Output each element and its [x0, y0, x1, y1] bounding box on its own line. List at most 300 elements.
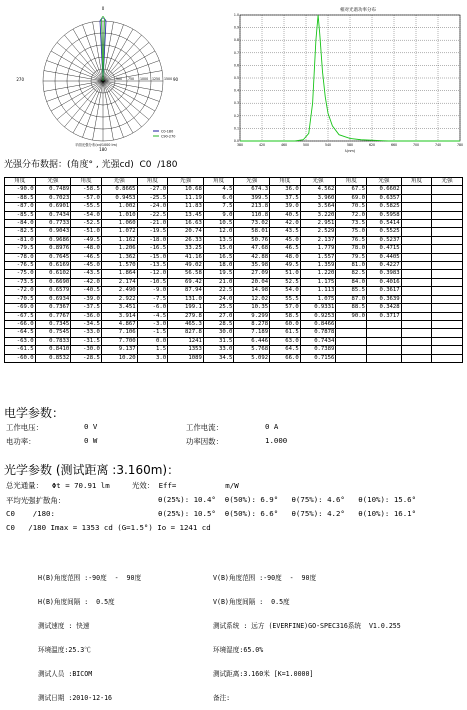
- polar-intensity-diagram: [3, 3, 203, 153]
- table-cell: -4.5: [137, 312, 168, 320]
- table-cell: 19.5: [203, 270, 234, 278]
- footer-left-line: 测试速度 : 快速: [38, 622, 90, 630]
- table-cell: -16.5: [137, 245, 168, 253]
- table-cell: [432, 337, 463, 345]
- table-cell: 35.98: [234, 262, 270, 270]
- table-cell: 88.5: [336, 304, 367, 312]
- table-cell: -52.5: [71, 220, 102, 228]
- table-cell: 1.075: [300, 295, 336, 303]
- table-cell: 37.5: [270, 194, 301, 202]
- table-cell: 1.5: [137, 346, 168, 354]
- table-cell: 1.362: [101, 253, 137, 261]
- table-cell: [336, 329, 367, 337]
- table-cell: 52.5: [270, 278, 301, 286]
- table-cell: 4.562: [300, 186, 336, 194]
- table-cell: [432, 278, 463, 286]
- table-header-cell: 光强: [35, 178, 71, 186]
- footer-right: [213, 558, 401, 710]
- table-cell: -9.0: [137, 287, 168, 295]
- table-row: [5, 295, 463, 303]
- table-cell: [336, 337, 367, 345]
- table-cell: -70.5: [5, 295, 36, 303]
- table-cell: 110.8: [234, 211, 270, 219]
- table-cell: 31.5: [203, 337, 234, 345]
- current-label: 工作电流：: [186, 423, 223, 432]
- table-cell: -45.0: [71, 262, 102, 270]
- table-cell: 33.0: [203, 346, 234, 354]
- spectrum-y-tick: 0.3: [233, 101, 239, 106]
- flux-line: 总光通量： Φt = 70.91 lm 光效： Eff= m/W: [6, 481, 239, 490]
- table-cell: [432, 220, 463, 228]
- table-cell: 279.8: [168, 312, 204, 320]
- table-row: [5, 320, 463, 328]
- table-cell: -76.5: [5, 262, 36, 270]
- table-cell: 5.092: [234, 354, 270, 362]
- table-row: [5, 220, 463, 228]
- table-cell: 66.0: [270, 354, 301, 362]
- table-cell: [401, 253, 432, 261]
- table-cell: 7.700: [101, 337, 137, 345]
- table-row: [5, 287, 463, 295]
- table-cell: [336, 320, 367, 328]
- table-header-cell: 光强: [367, 178, 402, 186]
- table-cell: -19.5: [137, 228, 168, 236]
- imax-line: C0 /180 Imax = 1353 cd (G=1.5°) Io = 1241 cd: [6, 523, 211, 532]
- spectrum-x-tick: 580: [346, 143, 354, 147]
- table-cell: 57.0: [270, 304, 301, 312]
- table-cell: 60.0: [270, 320, 301, 328]
- table-cell: 6.0: [203, 194, 234, 202]
- table-cell: -66.0: [5, 320, 36, 328]
- table-cell: 0.7545: [35, 329, 71, 337]
- beam-angle-label: 平均光强扩散角：: [6, 496, 66, 505]
- table-cell: 0.9253: [300, 312, 336, 320]
- table-cell: 11.19: [168, 194, 204, 202]
- footer-left-line: H(B)角度范围 :-90度 - 90度: [38, 574, 142, 582]
- spectrum-x-tick: 420: [258, 143, 266, 147]
- table-cell: -27.0: [137, 186, 168, 194]
- table-row: [5, 245, 463, 253]
- polar-bottom-label: 180: [99, 147, 107, 152]
- table-cell: [432, 329, 463, 337]
- table-cell: 0.5525: [367, 228, 402, 236]
- table-cell: [401, 312, 432, 320]
- table-cell: 0.7434: [300, 337, 336, 345]
- table-cell: -37.5: [71, 304, 102, 312]
- table-cell: [432, 203, 463, 211]
- table-cell: [432, 253, 463, 261]
- table-cell: -67.5: [5, 312, 36, 320]
- table-cell: [401, 304, 432, 312]
- table-cell: -55.5: [71, 203, 102, 211]
- polar-right-label: 90: [173, 77, 179, 82]
- table-cell: -57.0: [71, 194, 102, 202]
- c0-angle-values: θ(25%): 10.5° θ(50%): 6.6° θ(75%): 4.2° θ(10%): 16.1°: [158, 509, 417, 518]
- table-cell: 1.162: [101, 236, 137, 244]
- table-cell: 1089: [168, 354, 204, 362]
- table-cell: 1.175: [300, 278, 336, 286]
- table-cell: [367, 329, 402, 337]
- table-cell: 43.5: [270, 228, 301, 236]
- table-cell: -48.0: [71, 245, 102, 253]
- footer-left-line: 环境温度:25.3℃: [38, 646, 91, 654]
- table-row: [5, 262, 463, 270]
- intensity-table: [4, 177, 463, 363]
- table-cell: 3.0: [137, 354, 168, 362]
- table-cell: 40.5: [270, 211, 301, 219]
- table-cell: 1353: [168, 346, 204, 354]
- table-cell: [367, 354, 402, 362]
- table-cell: [401, 236, 432, 244]
- table-cell: 69.0: [336, 194, 367, 202]
- table-cell: -82.5: [5, 228, 36, 236]
- table-cell: 14.98: [234, 287, 270, 295]
- spectrum-y-tick: 0.2: [233, 113, 239, 118]
- table-cell: 1241: [168, 337, 204, 345]
- table-cell: 0.3639: [367, 295, 402, 303]
- spectrum-x-tick: 380: [236, 143, 244, 147]
- table-cell: -33.0: [71, 329, 102, 337]
- table-row: [5, 186, 463, 194]
- table-cell: 10.35: [234, 304, 270, 312]
- table-header-row: [5, 178, 463, 186]
- table-cell: -75.0: [5, 270, 36, 278]
- table-row: [5, 354, 463, 362]
- footer-right-line: V(B)角度范围 :-90度 - 90度: [213, 574, 317, 582]
- table-cell: -3.0: [137, 320, 168, 328]
- footer-right-line: V(B)角度间隔 : 0.5度: [213, 598, 290, 606]
- table-header-cell: 角度: [203, 178, 234, 186]
- polar-caption: 平面光强分布(cd/1000 lm): [75, 143, 118, 147]
- spectrum-x-tick: 540: [324, 143, 332, 147]
- table-cell: -6.0: [137, 304, 168, 312]
- table-cell: -81.0: [5, 236, 36, 244]
- optical-title: 光学参数 (测试距离 :3.160m)：: [4, 463, 180, 477]
- table-cell: 0.9686: [35, 236, 71, 244]
- table-cell: 9.0: [203, 211, 234, 219]
- pf-value: 1.000: [265, 436, 288, 445]
- table-cell: [401, 354, 432, 362]
- table-cell: 1.570: [101, 262, 137, 270]
- table-cell: [432, 245, 463, 253]
- table-cell: 27.0: [203, 312, 234, 320]
- spectrum-x-tick: 660: [390, 143, 398, 147]
- table-cell: 1.557: [300, 253, 336, 261]
- table-cell: [367, 346, 402, 354]
- table-cell: 827.8: [168, 329, 204, 337]
- polar-legend-c0: C0-180: [161, 129, 174, 134]
- table-cell: [401, 194, 432, 202]
- table-cell: -1.5: [137, 329, 168, 337]
- table-cell: -84.0: [5, 220, 36, 228]
- table-cell: -58.5: [71, 186, 102, 194]
- table-cell: 0.3717: [367, 312, 402, 320]
- table-cell: 16.5: [203, 253, 234, 261]
- table-cell: 13.5: [203, 236, 234, 244]
- table-cell: [432, 295, 463, 303]
- table-cell: [432, 346, 463, 354]
- table-cell: [401, 278, 432, 286]
- table-cell: 12.02: [234, 295, 270, 303]
- table-cell: 199.1: [168, 304, 204, 312]
- table-header-cell: 角度: [270, 178, 301, 186]
- table-cell: -12.0: [137, 270, 168, 278]
- voltage-label: 工作电压：: [6, 423, 43, 432]
- footer-left: [38, 558, 141, 710]
- table-row: [5, 228, 463, 236]
- spectrum-x-tick: 700: [412, 143, 420, 147]
- table-cell: 0.6901: [35, 203, 71, 211]
- table-cell: 21.0: [203, 278, 234, 286]
- table-cell: 15.0: [203, 245, 234, 253]
- spectrum-x-tick: 620: [368, 143, 376, 147]
- table-cell: 0.4715: [367, 245, 402, 253]
- footer-right-line: 测试系统 : 远方 (EVERFINE)GO-SPEC316系统 V1.0.255: [213, 622, 401, 630]
- table-cell: [432, 287, 463, 295]
- table-cell: -39.0: [71, 295, 102, 303]
- table-cell: 51.0: [270, 270, 301, 278]
- table-cell: [401, 203, 432, 211]
- table-cell: 0.9331: [300, 304, 336, 312]
- table-cell: 39.0: [270, 203, 301, 211]
- table-cell: -72.0: [5, 287, 36, 295]
- table-cell: [401, 186, 432, 194]
- table-cell: [432, 236, 463, 244]
- table-cell: 46.5: [270, 245, 301, 253]
- electrical-title: 电学参数：: [4, 406, 65, 420]
- table-cell: 54.0: [270, 287, 301, 295]
- table-cell: 73.5: [336, 220, 367, 228]
- polar-top-label: 0: [101, 6, 105, 11]
- table-cell: 76.5: [336, 236, 367, 244]
- table-cell: 42.88: [234, 253, 270, 261]
- table-cell: -69.0: [5, 304, 36, 312]
- spectrum-y-tick: 0.8: [233, 38, 239, 43]
- footer-right-line: 环境湿度:65.0%: [213, 646, 264, 654]
- table-cell: 1.220: [300, 270, 336, 278]
- table-cell: 0.8976: [35, 245, 71, 253]
- table-header-cell: 光强: [101, 178, 137, 186]
- table-cell: [401, 287, 432, 295]
- table-cell: [336, 346, 367, 354]
- table-cell: [401, 220, 432, 228]
- distribution-title: 光强分布数据：(角度° , 光强cd) C0 /180: [4, 160, 178, 170]
- table-cell: 34.5: [203, 354, 234, 362]
- table-row: [5, 194, 463, 202]
- table-cell: -36.0: [71, 312, 102, 320]
- table-cell: 0.0: [137, 337, 168, 345]
- table-cell: 2.490: [101, 287, 137, 295]
- table-cell: -54.0: [71, 211, 102, 219]
- table-cell: 1.113: [300, 287, 336, 295]
- table-cell: 63.0: [270, 337, 301, 345]
- table-cell: 7.5: [203, 203, 234, 211]
- table-cell: 0.8410: [35, 346, 71, 354]
- table-cell: 2.174: [101, 278, 137, 286]
- table-cell: [401, 270, 432, 278]
- table-cell: -7.5: [137, 295, 168, 303]
- table-cell: -60.0: [5, 354, 36, 362]
- table-row: [5, 211, 463, 219]
- table-cell: 0.5414: [367, 220, 402, 228]
- table-cell: -43.5: [71, 270, 102, 278]
- footer-left-line: H(B)角度间隔 : 0.5度: [38, 598, 115, 606]
- table-cell: -87.0: [5, 203, 36, 211]
- table-cell: 56.58: [168, 270, 204, 278]
- table-cell: -40.5: [71, 287, 102, 295]
- table-cell: 0.3428: [367, 304, 402, 312]
- table-cell: 0.6934: [35, 295, 71, 303]
- table-cell: 49.02: [168, 262, 204, 270]
- table-cell: 45.0: [270, 236, 301, 244]
- table-cell: 1.359: [300, 262, 336, 270]
- table-cell: 50.76: [234, 236, 270, 244]
- table-cell: 79.5: [336, 253, 367, 261]
- table-cell: 0.7434: [35, 211, 71, 219]
- table-cell: 8.278: [234, 320, 270, 328]
- table-cell: 0.6579: [35, 287, 71, 295]
- table-cell: 22.5: [203, 287, 234, 295]
- table-cell: [401, 329, 432, 337]
- table-cell: 0.7767: [35, 312, 71, 320]
- table-header-cell: 光强: [300, 178, 336, 186]
- table-cell: [401, 262, 432, 270]
- table-cell: 213.8: [234, 203, 270, 211]
- table-cell: 0.6357: [367, 194, 402, 202]
- table-cell: 0.7367: [35, 304, 71, 312]
- table-header-cell: 角度: [336, 178, 367, 186]
- table-row: [5, 337, 463, 345]
- table-cell: 11.83: [168, 203, 204, 211]
- table-cell: 0.5825: [367, 203, 402, 211]
- polar-legend-c90: C90-270: [161, 134, 176, 139]
- table-cell: -30.0: [71, 346, 102, 354]
- table-cell: 0.9043: [35, 228, 71, 236]
- table-cell: 2.137: [300, 236, 336, 244]
- table-cell: [401, 228, 432, 236]
- table-cell: 10.68: [168, 186, 204, 194]
- table-cell: 61.5: [270, 329, 301, 337]
- table-cell: 24.0: [203, 295, 234, 303]
- table-cell: -24.0: [137, 203, 168, 211]
- table-cell: 42.0: [270, 220, 301, 228]
- table-cell: 9.299: [234, 312, 270, 320]
- table-cell: 41.16: [168, 253, 204, 261]
- table-row: [5, 346, 463, 354]
- table-cell: 48.0: [270, 253, 301, 261]
- table-cell: [432, 320, 463, 328]
- table-cell: 85.5: [336, 287, 367, 295]
- table-row: [5, 329, 463, 337]
- table-header-cell: 角度: [401, 178, 432, 186]
- table-cell: [432, 228, 463, 236]
- polar-ring-label: 1000: [140, 77, 149, 81]
- spectrum-y-tick: 0.1: [233, 126, 239, 131]
- table-cell: 0.7023: [35, 194, 71, 202]
- power-value: 0 W: [84, 436, 98, 445]
- table-cell: 84.0: [336, 278, 367, 286]
- table-cell: 7.189: [234, 329, 270, 337]
- table-cell: 0.5237: [367, 236, 402, 244]
- table-cell: [401, 320, 432, 328]
- table-cell: 25.5: [203, 304, 234, 312]
- table-cell: 87.0: [336, 295, 367, 303]
- table-cell: 0.7156: [300, 354, 336, 362]
- table-cell: -21.0: [137, 220, 168, 228]
- table-cell: -61.5: [5, 346, 36, 354]
- voltage-value: 0 V: [84, 422, 98, 431]
- table-cell: 47.68: [234, 245, 270, 253]
- table-cell: 10.5: [203, 220, 234, 228]
- spectrum-y-tick: 0.9: [233, 25, 239, 30]
- table-cell: 3.914: [101, 312, 137, 320]
- table-cell: [432, 186, 463, 194]
- table-cell: 64.5: [270, 346, 301, 354]
- table-cell: 10.20: [101, 354, 137, 362]
- polar-ring-label: 750: [128, 77, 135, 81]
- footer-left-line: 测试日期 :2010-12-16: [38, 694, 113, 702]
- table-cell: 67.5: [336, 186, 367, 194]
- table-cell: 2.922: [101, 295, 137, 303]
- table-row: [5, 304, 463, 312]
- table-cell: [432, 354, 463, 362]
- table-cell: 70.5: [336, 203, 367, 211]
- table-cell: 0.7389: [300, 346, 336, 354]
- table-cell: [367, 320, 402, 328]
- polar-ring-label: 500: [116, 77, 123, 81]
- footer-right-line: 测试距离:3.160米 [K=1.0000]: [213, 670, 314, 678]
- table-cell: 28.5: [203, 320, 234, 328]
- table-cell: -85.5: [5, 211, 36, 219]
- table-cell: 0.5958: [367, 211, 402, 219]
- table-cell: 0.8466: [300, 320, 336, 328]
- table-cell: 0.7645: [35, 253, 71, 261]
- table-cell: 75.0: [336, 228, 367, 236]
- polar-ring-label: 1500: [164, 77, 173, 81]
- table-cell: -64.5: [5, 329, 36, 337]
- table-cell: 2.529: [300, 228, 336, 236]
- spectrum-x-tick: 500: [302, 143, 310, 147]
- table-cell: -49.5: [71, 236, 102, 244]
- table-cell: -25.5: [137, 194, 168, 202]
- table-cell: 20.74: [168, 228, 204, 236]
- table-cell: 0.4405: [367, 253, 402, 261]
- table-cell: -73.5: [5, 278, 36, 286]
- table-cell: 16.63: [168, 220, 204, 228]
- table-cell: -90.0: [5, 186, 36, 194]
- table-header-cell: 光强: [234, 178, 270, 186]
- footer-right-line: 备注:: [213, 694, 231, 702]
- table-cell: 0.7833: [35, 337, 71, 345]
- table-cell: 27.09: [234, 270, 270, 278]
- table-cell: 0.7733: [35, 220, 71, 228]
- table-cell: -51.0: [71, 228, 102, 236]
- table-cell: [432, 312, 463, 320]
- table-cell: 7.106: [101, 329, 137, 337]
- table-cell: 0.6602: [367, 186, 402, 194]
- current-value: 0 A: [265, 422, 279, 431]
- table-cell: 674.3: [234, 186, 270, 194]
- table-row: [5, 270, 463, 278]
- table-cell: 0.6169: [35, 262, 71, 270]
- power-label: 电功率：: [6, 437, 36, 446]
- table-cell: 1.072: [101, 228, 137, 236]
- table-cell: -22.5: [137, 211, 168, 219]
- table-cell: [432, 270, 463, 278]
- table-cell: 30.0: [203, 329, 234, 337]
- table-header-cell: 角度: [71, 178, 102, 186]
- table-cell: 465.3: [168, 320, 204, 328]
